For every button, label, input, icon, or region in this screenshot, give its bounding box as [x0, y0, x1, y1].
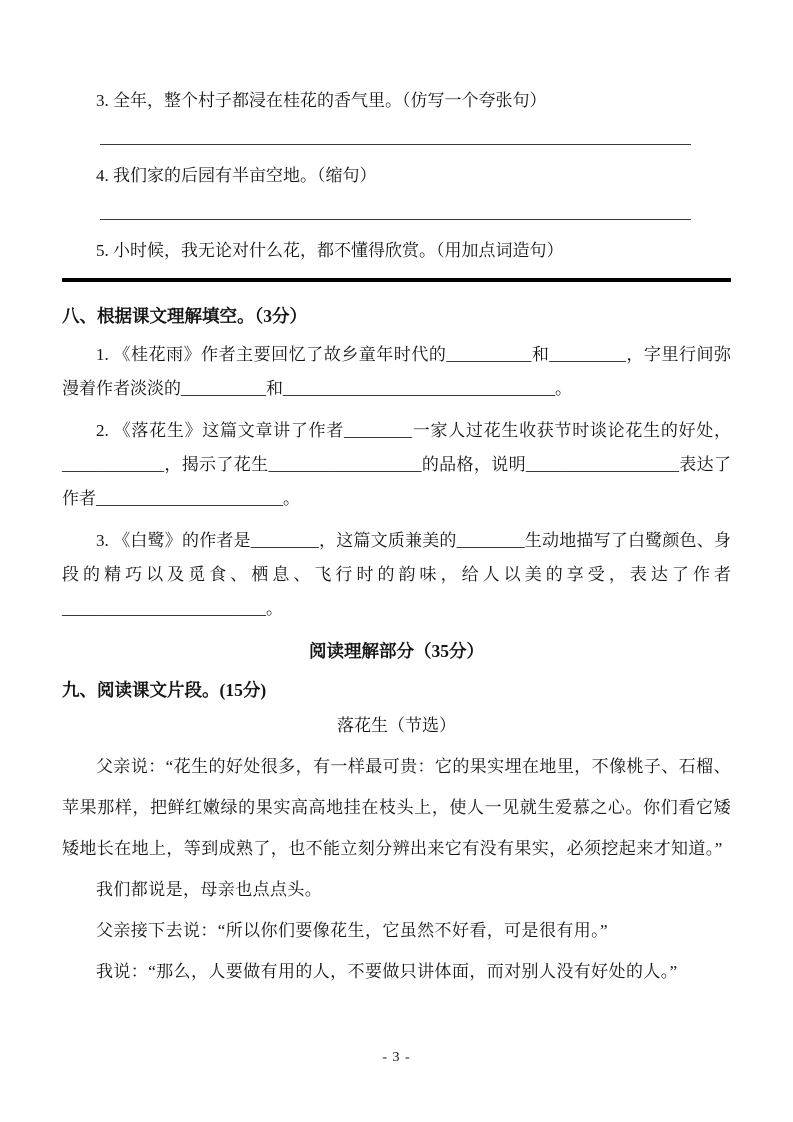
section-nine-title: 九、阅读课文片段。(15分): [62, 680, 267, 700]
passage-title: 落花生（节选）: [337, 716, 456, 735]
question-item-5: 5. 小时候，我无论对什么花，都不懂得欣赏。（用加点词造句）: [96, 241, 564, 260]
passage-paragraph-1: 父亲说：“花生的好处很多，有一样最可贵：它的果实埋在地里，不像桃子、石榴、苹果那样，把鲜红嫩绿的果实高高地挂在枝头上，使人一见就生爱慕之心。你们看它矮矮地长在地上，等到成熟了，也不能立刻分辨出来它有没有果实，必须挖起来才知道。”: [62, 757, 731, 858]
section-eight-title: 八、根据课文理解填空。（3分）: [62, 306, 307, 326]
fill-blank-item-2: 2. 《落花生》这篇文章讲了作者________一家人过花生收获节时谈论花生的好处，____________，揭示了花生__________________的品格，说明__________________表达了作者______________________。: [62, 421, 731, 508]
fill-blank-item-3: 3. 《白鹭》的作者是________，这篇文质兼美的________生动地描写了白鹭颜色、身段的精巧以及觅食、栖息、飞行时的韵味，给人以美的享受，表达了作者________________________。: [62, 531, 731, 618]
page-number: - 3 -: [382, 1050, 411, 1065]
passage-paragraph-4: 我说：“那么，人要做有用的人，不要做只讲体面，而对别人没有好处的人。”: [96, 962, 678, 981]
answer-blank-line-2: [100, 219, 691, 220]
answer-blank-line-1: [100, 144, 691, 145]
passage-paragraph-2: 我们都说是，母亲也点点头。: [96, 880, 323, 899]
reading-part-heading: 阅读理解部分（35分）: [309, 641, 484, 661]
fill-blank-item-1: 1. 《桂花雨》作者主要回忆了故乡童年时代的__________和_________，字里行间弥漫着作者淡淡的__________和________________________________。: [62, 345, 731, 398]
question-item-3: 3. 全年，整个村子都浸在桂花的香气里。（仿写一个夸张句）: [96, 91, 547, 110]
question-item-4: 4. 我们家的后园有半亩空地。（缩句）: [96, 166, 377, 185]
passage-paragraph-3: 父亲接下去说：“所以你们要像花生，它虽然不好看，可是很有用。”: [96, 921, 608, 940]
section-divider: [62, 278, 731, 282]
